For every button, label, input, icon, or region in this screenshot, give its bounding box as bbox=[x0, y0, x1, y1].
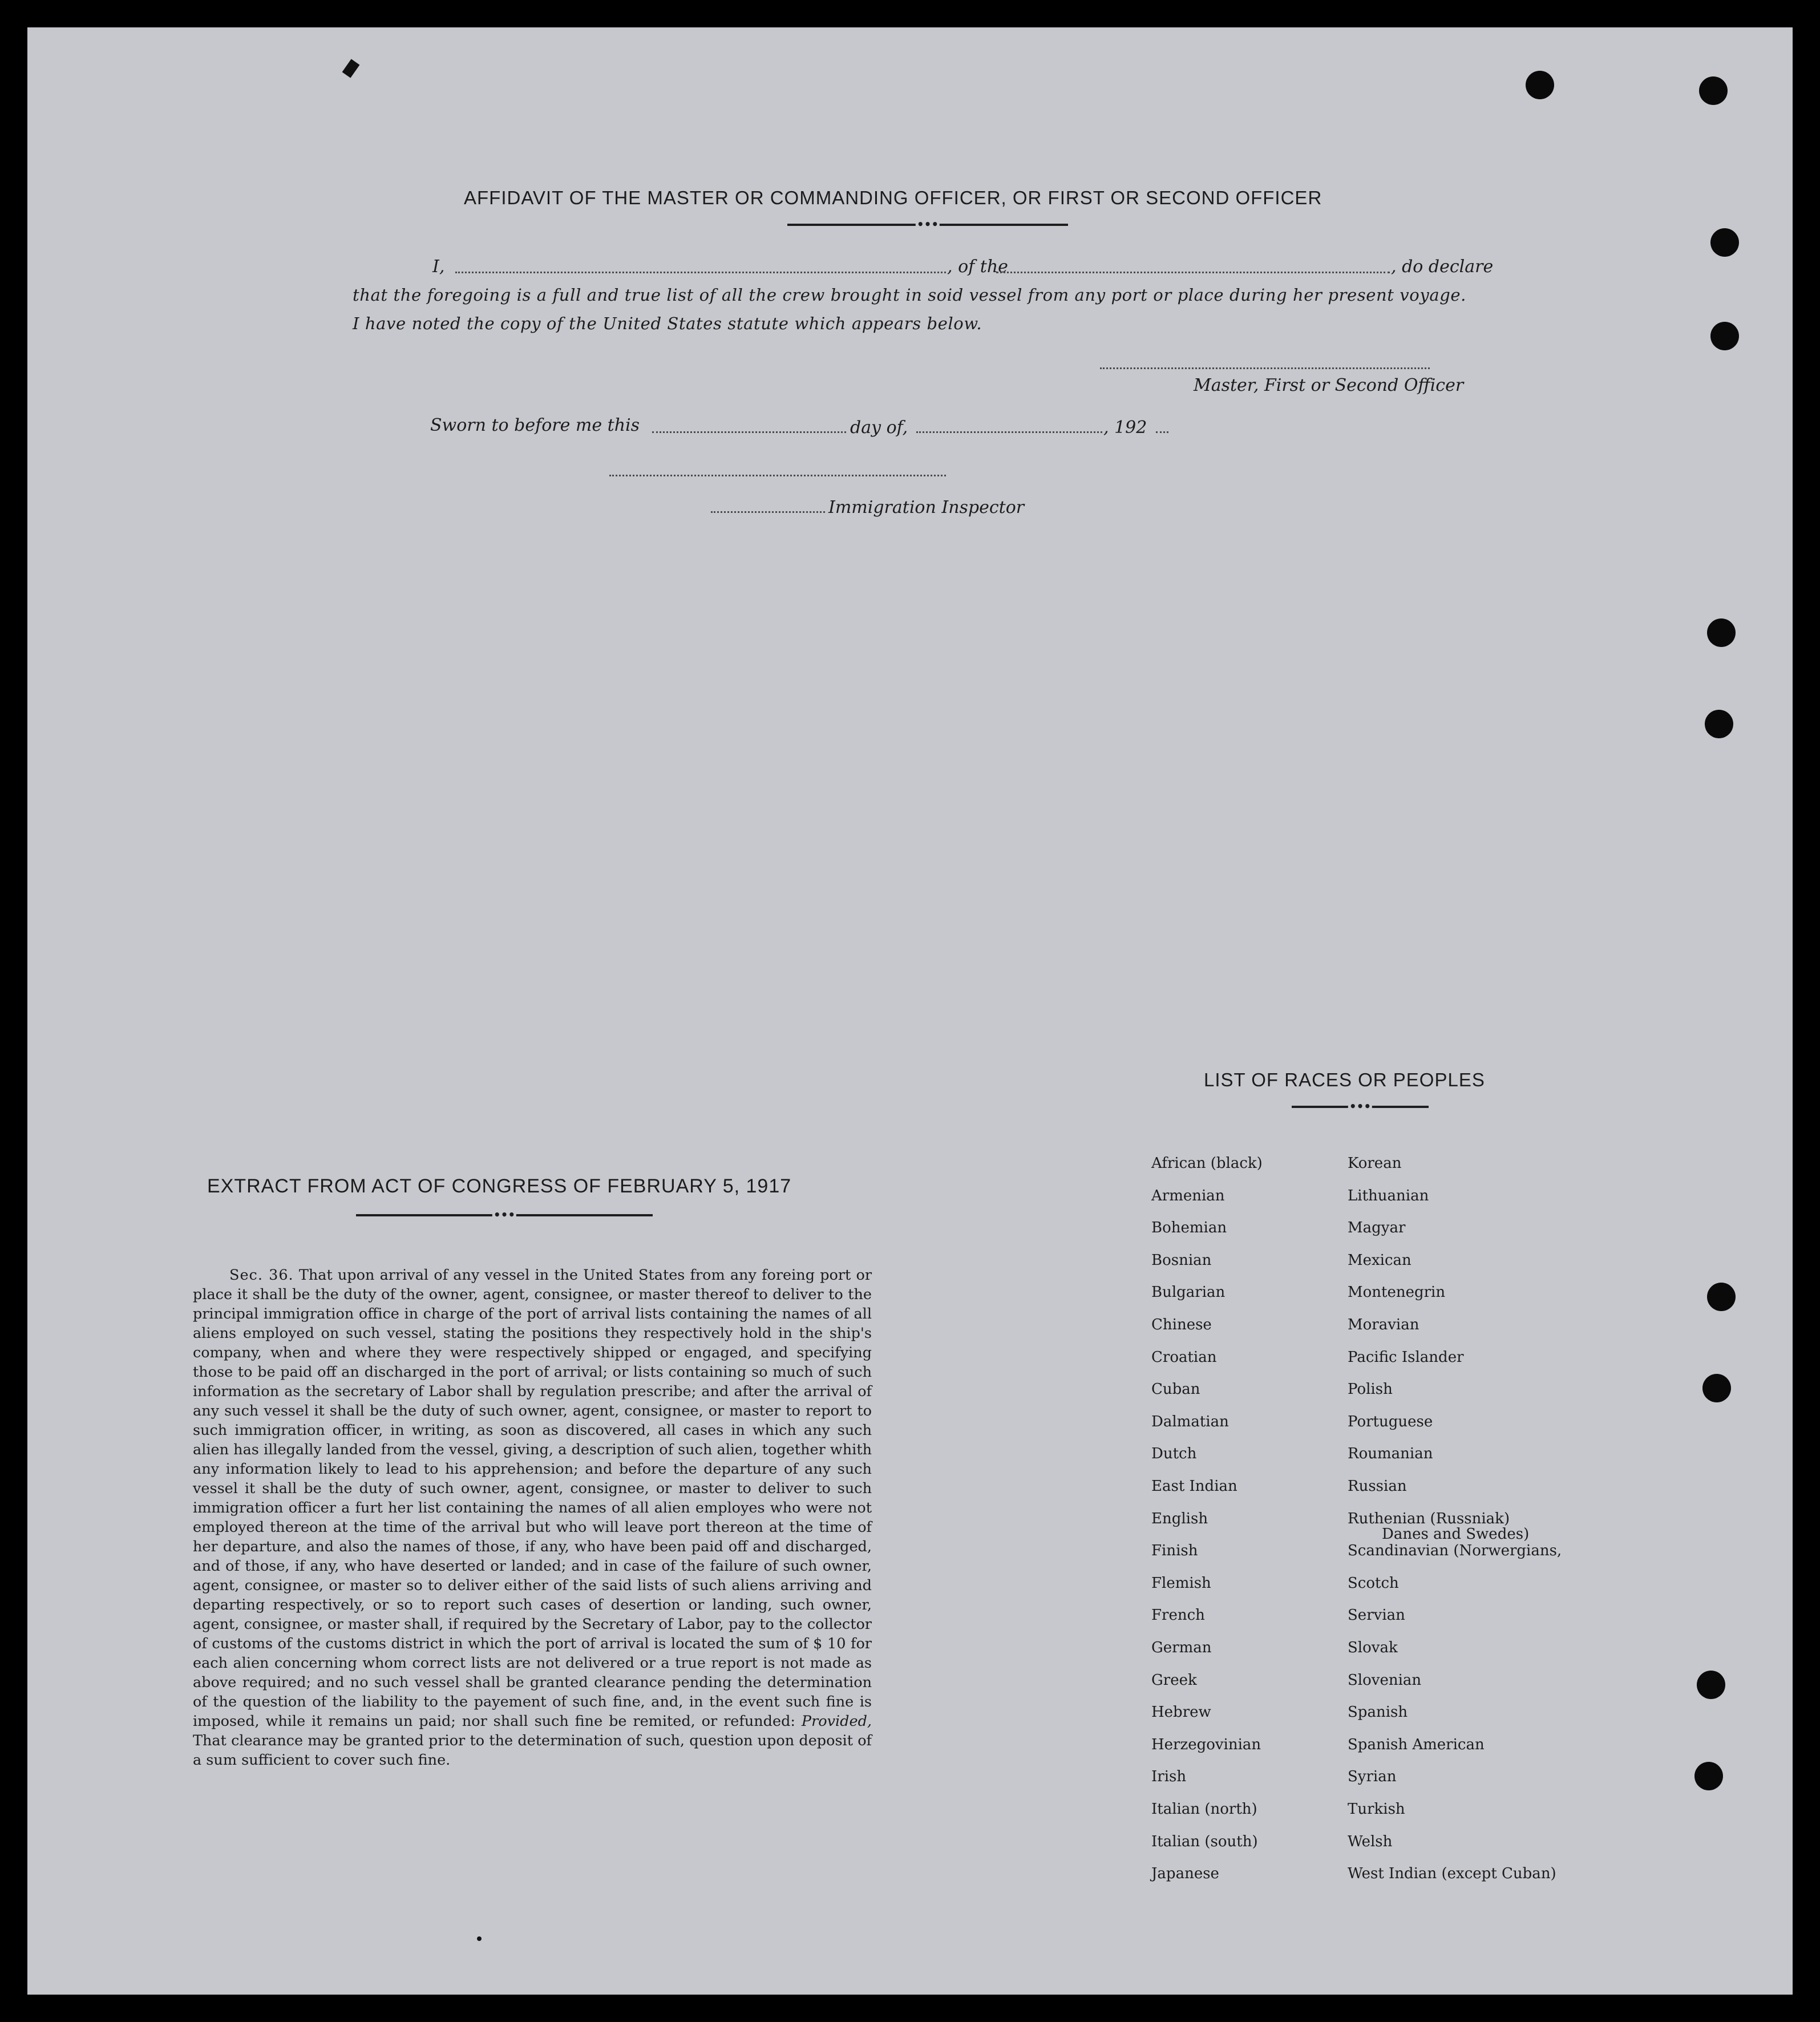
race-item: English bbox=[1151, 1510, 1208, 1527]
race-item: Irish bbox=[1151, 1768, 1187, 1786]
sworn-month-field[interactable] bbox=[916, 431, 1102, 433]
race-item: Flemish bbox=[1151, 1574, 1211, 1592]
inspector-signature-field-lead[interactable] bbox=[711, 511, 825, 513]
section-text-end: That clearance may be granted prior to the determination of such, question upon deposit of a sum sufficient to cover such fine. bbox=[193, 1732, 872, 1769]
race-item: Portuguese bbox=[1348, 1413, 1433, 1430]
race-item: Syrian bbox=[1348, 1768, 1397, 1786]
race-item: Servian bbox=[1348, 1607, 1405, 1624]
day-of-label: day of, bbox=[850, 418, 908, 438]
provided-term: Provided, bbox=[801, 1713, 872, 1730]
ink-mark bbox=[477, 1936, 482, 1941]
declarant-name-field[interactable] bbox=[455, 272, 946, 273]
rule-ornament: ••• bbox=[493, 1208, 516, 1222]
race-item: Herzegovinian bbox=[1151, 1736, 1261, 1753]
race-item: Welsh bbox=[1348, 1833, 1393, 1850]
rule-ornament: ••• bbox=[916, 217, 939, 231]
vessel-field[interactable] bbox=[996, 272, 1390, 273]
race-item: Dalmatian bbox=[1151, 1413, 1229, 1430]
race-item: Lithuanian bbox=[1348, 1187, 1429, 1204]
section-text: That upon arrival of any vessel in the United States from any foreing port or place it shall be the duty of the owner, agent, consignee, or master thereof to deliver to the principal immigration office in charge of the port of arrival lists containing the names of all aliens employed on such vessel, stating the positions they respectively hold in the ship's company, when and where they were respectively shipped or engaged, and specifying those to be paid off an discharged in the port of arrival; or lists containing so much of such information as the secretary of Labor shall by regulation prescribe; and after the arrival of any such vessel it shall be the duty of such owner, agent, consignee, or master to report to such immigration officer, in writing, as soon as discovered, all cases in which any such alien has illegally landed from the vessel, giving, a description of such alien, together whith any information likely to lead to his apprehension; and before the departure of any such vessel it shall be the duty of such owner, agent, consignee, or master to deliver to such immigration officer a furt her list containing the names of all alien employes who were not employed thereon at the time of the arrival but who will leave port thereon at the time of her departure, and also the names of those, if any, who have been paid off and discharged, and of those, if any, who have deserted or landed; and in case of the failure of such owner, agent, consignee, or master so to deliver either of the said lists of such aliens arriving and departing respectively, or so to report such cases of desertion or landing, such owner, agent, consignee, or master shall, if required by the Secretary of Labor, pay to the collector of customs of the customs district in which the port of arrival is located the sum of $ 10 for each alien concerning whom correct lists are not delivered or a true report is not made as above required; and no such vessel shall be granted clearance pending the determination of the question of the liability to the payement of such fine, and, in the event such fine is imposed, while it remains un paid; nor shall such fine be remited, or refunded: bbox=[193, 1267, 872, 1730]
race-item: West Indian (except Cuban) bbox=[1348, 1865, 1556, 1883]
race-item: African (black) bbox=[1151, 1155, 1263, 1172]
year-field[interactable] bbox=[1156, 431, 1168, 433]
rule-ornament: ••• bbox=[1349, 1099, 1372, 1113]
race-item: Croatian bbox=[1151, 1348, 1217, 1366]
race-item: Scotch bbox=[1348, 1574, 1399, 1592]
binder-hole bbox=[1697, 1671, 1725, 1699]
race-item: Spanish bbox=[1348, 1704, 1408, 1721]
inspector-signature-field[interactable] bbox=[609, 475, 946, 476]
race-item: Hebrew bbox=[1151, 1704, 1211, 1721]
race-item: Korean bbox=[1348, 1155, 1402, 1172]
ink-mark bbox=[342, 59, 360, 78]
race-item: Russian bbox=[1348, 1478, 1407, 1495]
do-declare-label: , do declare bbox=[1391, 257, 1494, 277]
race-item: East Indian bbox=[1151, 1478, 1237, 1495]
declarant-label: I, bbox=[432, 257, 445, 277]
race-item: Chinese bbox=[1151, 1316, 1212, 1333]
race-item: Pacific Islander bbox=[1348, 1348, 1464, 1366]
binder-hole bbox=[1710, 322, 1739, 350]
race-item: Bulgarian bbox=[1151, 1284, 1226, 1301]
race-item: Spanish American bbox=[1348, 1736, 1485, 1753]
race-item: Mexican bbox=[1348, 1251, 1411, 1269]
race-item: Japanese bbox=[1151, 1865, 1219, 1883]
sworn-label: Sworn to before me this bbox=[430, 415, 640, 435]
extract-title-rule bbox=[356, 1208, 653, 1222]
race-item: French bbox=[1151, 1607, 1205, 1624]
race-item: Turkish bbox=[1348, 1801, 1405, 1818]
race-item: Italian (north) bbox=[1151, 1801, 1257, 1818]
race-item: Finish bbox=[1151, 1542, 1198, 1560]
binder-hole bbox=[1705, 710, 1733, 738]
race-item: Bosnian bbox=[1151, 1251, 1212, 1269]
binder-hole bbox=[1710, 228, 1739, 257]
race-item: Ruthenian (Russniak) bbox=[1348, 1510, 1510, 1527]
races-title-rule bbox=[1292, 1099, 1429, 1113]
race-item: Bohemian bbox=[1151, 1219, 1227, 1237]
binder-hole bbox=[1702, 1374, 1731, 1402]
race-item: Armenian bbox=[1151, 1187, 1225, 1204]
document-page bbox=[27, 27, 1793, 1995]
title-rule bbox=[787, 217, 1068, 231]
extract-title: EXTRACT FROM ACT OF CONGRESS OF FEBRUARY 5, 1917 bbox=[207, 1175, 792, 1197]
race-item: Roumanian bbox=[1348, 1445, 1433, 1463]
race-item: Polish bbox=[1348, 1381, 1393, 1398]
race-item: Magyar bbox=[1348, 1219, 1406, 1237]
race-item: Montenegrin bbox=[1348, 1284, 1446, 1301]
race-item: Dutch bbox=[1151, 1445, 1197, 1463]
races-title: LIST OF RACES OR PEOPLES bbox=[1204, 1069, 1485, 1090]
binder-hole bbox=[1694, 1762, 1723, 1790]
inspector-label: Immigration Inspector bbox=[828, 498, 1025, 517]
binder-hole bbox=[1526, 71, 1554, 99]
statute-note: I have noted the copy of the United States statute which appears below. bbox=[353, 314, 982, 333]
race-item: Italian (south) bbox=[1151, 1833, 1258, 1850]
race-item: Cuban bbox=[1151, 1381, 1200, 1398]
race-item: Greek bbox=[1151, 1671, 1197, 1689]
section-label: Sec. 36. bbox=[229, 1267, 294, 1284]
sworn-day-field[interactable] bbox=[652, 431, 846, 433]
binder-hole bbox=[1699, 76, 1728, 105]
declaration-text: that the foregoing is a full and true list of all the crew brought in soid vessel from any port or place during her present voyage. bbox=[353, 285, 1466, 305]
year-label: , 192 bbox=[1103, 418, 1147, 438]
binder-hole bbox=[1707, 1283, 1736, 1311]
affidavit-title: AFFIDAVIT OF THE MASTER OR COMMANDING OFFICER, OR FIRST OR SECOND OFFICER bbox=[464, 187, 1322, 208]
race-item: German bbox=[1151, 1639, 1212, 1656]
race-item: Scandinavian (Norwergians, bbox=[1348, 1542, 1562, 1560]
binder-hole bbox=[1707, 618, 1736, 647]
race-item: Moravian bbox=[1348, 1316, 1419, 1333]
master-signature-field[interactable] bbox=[1100, 367, 1430, 369]
master-signature-label: Master, First or Second Officer bbox=[1194, 375, 1464, 395]
extract-body bbox=[193, 1265, 872, 1770]
race-item-continuation: Danes and Swedes) bbox=[1382, 1526, 1530, 1543]
of-the-label: , of the bbox=[947, 257, 1008, 277]
race-item: Slovak bbox=[1348, 1639, 1398, 1656]
race-item: Slovenian bbox=[1348, 1671, 1422, 1689]
